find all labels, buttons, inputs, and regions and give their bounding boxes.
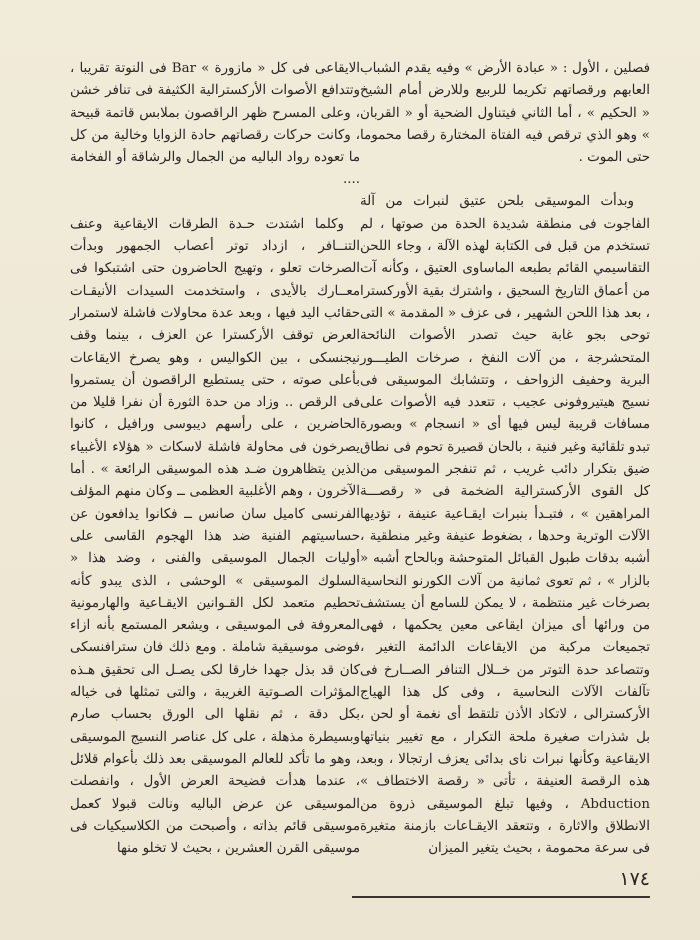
page-footer [0, 868, 700, 904]
paragraph-rhythm-and-dancers: الايقاعى فى كل « مازورة » Bar فى النوتة تقريبا ، وتتدافع الأصوات الأركسترالية الكثيفة فى تنافر خشن ، وعلى المسرح ظهر الراقصون بملابس قاتمة قبيحة ، وكانت حركات رقصاتهم حادة الزوايا وخالية من كل ما تعوده رواد الباليه من الجمال والرشاقة أو الفخامة .... [70, 61, 361, 188]
page-number: ١٧٤ [619, 868, 650, 890]
text-column-left [70, 58, 360, 860]
paragraph-rite-of-spring-parts: فصلين ، الأول : « عبادة الأرض » وفيه يقدم الشباب العابهم ورقصاتهم تكريما للربيع وللارض أمام الشيخ « الحكيم » ، أما الثاني فيتناول الضحية أو « القربان » وهو الذي ترقص فيه الفتاة المختارة رقصا محموما حتى الموت . [360, 61, 650, 166]
paragraph-gap [360, 169, 650, 191]
paragraph-music-description: وبدأت الموسيقى بلحن عتيق لنبرات من آلة الفاجوت فى منطقة شديدة الحدة من صوتها ، لم تستخدم من قبل فى الكتابة لهذه الآلة ، وجاء اللحن التقاسيمي القائم بطبعه الماساوى العتيق ، وكأنه آت من أعماق التاريخ السحيق ، واشترك بقية الأوركسترا ، بعد هذا اللحن الشهير ، فى عزف « المقدمة » التى توحى بجو غابة حيث تصدر الأصوات النائحة المتحشرجة ، من آلات النفخ ، صرخات الطيـــور البرية وحفيف الزواحف ، وتتشابك الموسيقى فى نسيج هيتيروفونى عجيب ، تتعدد فيه الأصوات على مسافات قريبة ليس فيها أى « انسجام » وبصورة تبدو تلقائية وغير فنية ، بالحان قصيرة تحوم فى نطاق ضيق بتكرار دائب غريب ، ثم تنفجر الموسيقى من كل القوى الأركسترالية الضخمة فى « رقصـــة المراهقين » ، فتبـدأ بنبرات ايقـاعية عنيفة ، تؤديها الآلات الوترية وحدها ، بضغوط عنيفة وغير منطقية ، أشبه بدقات طبول القبائل المتوحشة وبالحاح أشبه « بالزار » ، ثم تعوى ثمانية من آلات الكورنو النحاسية بصرخات غير منتظمة ، لا يمكن للسامع أن يستشف من ورائها أى ميزان ايقاعى معين يحكمها ، فهى تجميعات مركبة من الايقاعات الدائمة التغير ، وتتصاعد حدة التوتر من خــلال التنافر الصــارخ فى تآلفات الآلات النحاسية ، وفى كل هذا الهياج الأركسترالى ، لاتكاد الأذن تلتقط أى نغمة أو لحن ، بل شذرات صغيرة ملحة التكرار ، مع تغيير بنياتها الايقاعية وكأنها نبرات ناى بدائى يعزف ارتجالا ، وبعد هذه الرقصة العنيفة ، تأتى « رقصة الاختطاف » Abduction ، وفيها تبلغ الموسيقى ذروة من الانطلاق والاثارة ، وتتعقد الايقـاعات بازمنة متغيرة فى سرعة محمومة ، بحيث يتغير الميزان [360, 194, 650, 857]
text-column-right [360, 58, 650, 860]
paragraph-gap [70, 192, 360, 214]
paragraph-audience-riot: وكلما اشتدت حـدة الطرقات الايقاعية وعنف التنــافر ، ازداد توتر أعصاب الجمهور وبدأت الصرخات تعلو ، وتهيج الحاضرون حتى اشتبكوا فى معــارك بالأيدى ، واستخدمت السيدات الأنيقـات حقائب اليد فيها ، وبعد عدة محاولات فاشلة لاستمرار العرض توقف الأركسترا عن العزف ، بينما وقف نيجنسكى ، بين الكواليس ، وهو يصرخ الايقاعات بأعلى صوته ، حتى يستطيع الراقصون أن يستمروا فى الرقص .. وزاد من حدة الثورة أن نفرا قليلا من الحاضرين ، على رأسهم ديبوسى ورافيل ، كانوا يصرخون فى محاولة فاشلة لاسكات « هؤلاء الأغبياء الذين يتظاهرون ضـد هذه الموسيقى الرائعة » . أما الآخرون ، وهم الأغلبية العظمى ــ وكان منهم المؤلف الفرنسى كاميل سان صانس ــ فكانوا يدافعون عن حساسيتهم الفنية ضد هذا الهجوم القاسى على أوليات الجمال الموسيقى والفنى ، وضد هذا « السلوك الموسيقى » الوحشى ، الذى يبدو كأنه تحطيم متعمد لكل القـوانين الايقـاعية والهارمونية المعروفة فى الموسيقى ، ويشعر المستمع بأنه ازاء فوضى موسيقية شاملة . ومع ذلك فان سترافنسكى كان قد بذل جهدا خارقا لكى يصـل الى تحقيق هـذه المؤثرات الصـوتية الغريبة ، والتى تمثلها فى خياله بكل دقة ، ثم نقلها الى الورق بحساب صارم وبسيطرة مذهلة ، على كل عناصر النسيج الموسيقى ، وهو ما تأكد للعالم الموسيقى بعد ذلك بأعوام قلائل ، عندما هدأت فضيحة العرض الأول ، وانفصلت الموسيقى عن عرض الباليه ونالت قبولا كعمل موسيقى قائم بذاته ، وأصبحت من الكلاسيكيات فى موسيقى القرن العشرين ، بحيث لا تخلو منها [70, 216, 360, 857]
footer-rule [352, 896, 650, 898]
